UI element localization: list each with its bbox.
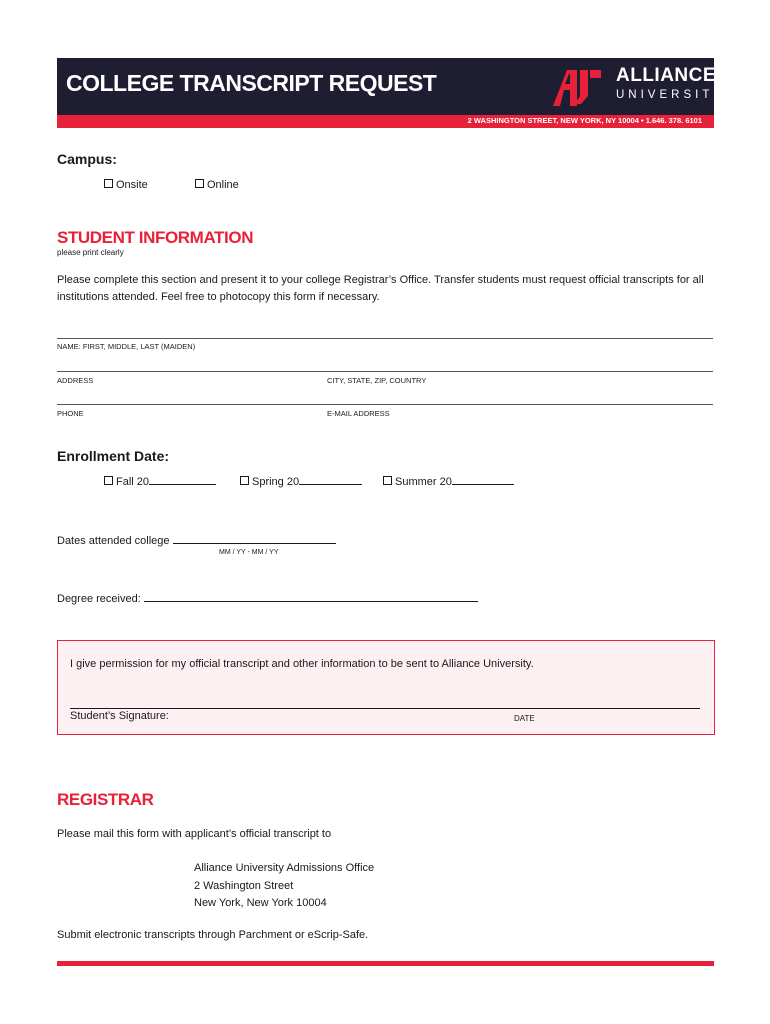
city-field-label: CITY, STATE, ZIP, COUNTRY: [327, 376, 427, 385]
header-banner: [57, 58, 726, 115]
phone-field-line[interactable]: [57, 404, 713, 405]
enrollment-option-label: Summer 20: [395, 476, 452, 488]
dates-attended-hint: MM / YY - MM / YY: [219, 549, 279, 556]
address-line: Alliance University Admissions Office: [194, 862, 375, 874]
alliance-logo-mark-icon: [553, 66, 603, 106]
address-field-label: ADDRESS: [57, 376, 94, 385]
consent-text: I give permission for my official transcript and other information to be sent to Alliance University.: [70, 658, 534, 670]
enrollment-option-label: Spring 20: [252, 476, 300, 488]
footer-bar: [57, 961, 714, 966]
student-info-heading: STUDENT INFORMATION: [57, 228, 254, 247]
address-bar: [57, 115, 714, 128]
enrollment-option-label: Fall 20: [116, 476, 150, 488]
name-field-line[interactable]: [57, 338, 713, 339]
address-field-line[interactable]: [57, 371, 713, 372]
checkbox-icon[interactable]: [104, 476, 113, 485]
signature-label: Student’s Signature:: [70, 710, 169, 722]
year-blank[interactable]: [149, 476, 216, 485]
consent-box: [57, 640, 715, 735]
degree-row: [57, 593, 478, 605]
campus-option-onsite[interactable]: [104, 179, 148, 191]
year-blank[interactable]: [452, 476, 514, 485]
degree-input[interactable]: [144, 593, 478, 602]
contact-address: 2 WASHINGTON STREET, NEW YORK, NY 10004 • 1.646. 378. 6101: [467, 116, 702, 125]
name-field-label: NAME: FIRST, MIDDLE, LAST (MAIDEN): [57, 342, 196, 351]
year-blank[interactable]: [299, 476, 362, 485]
enrollment-option-spring[interactable]: [240, 476, 362, 488]
registrar-intro: Please mail this form with applicant’s official transcript to: [57, 828, 332, 840]
campus-heading: Campus:: [57, 151, 117, 167]
checkbox-icon[interactable]: [383, 476, 392, 485]
logo-subtitle: UNIVERSITY: [616, 89, 726, 101]
electronic-submission-note: Submit electronic transcripts through Parchment or eScrip-Safe.: [57, 929, 369, 941]
signature-line[interactable]: [70, 708, 700, 709]
enrollment-option-fall[interactable]: [104, 476, 216, 488]
student-info-subheading: please print clearly: [57, 248, 124, 257]
campus-option-label: Onsite: [116, 179, 148, 191]
registrar-address: [194, 860, 374, 913]
checkbox-icon[interactable]: [195, 179, 204, 188]
page-title: COLLEGE TRANSCRIPT REQUEST: [66, 70, 437, 96]
date-label: DATE: [514, 714, 535, 723]
campus-option-label: Online: [207, 179, 239, 191]
email-field-label: E-MAIL ADDRESS: [327, 409, 390, 418]
registrar-heading: REGISTRAR: [57, 790, 154, 809]
enrollment-heading: Enrollment Date:: [57, 448, 170, 464]
address-line: New York, New York 10004: [194, 897, 327, 909]
enrollment-option-summer[interactable]: [383, 476, 514, 488]
phone-field-label: PHONE: [57, 409, 84, 418]
dates-attended-row: [57, 535, 336, 547]
logo-name: ALLIANCE: [616, 65, 717, 86]
degree-label: Degree received:: [57, 593, 141, 605]
checkbox-icon[interactable]: [240, 476, 249, 485]
dates-attended-label: Dates attended college: [57, 535, 170, 547]
address-line: 2 Washington Street: [194, 879, 294, 892]
student-info-instructions: Please complete this section and present it to your college Registrar’s Office. Transfer students must request official transcripts for all institutions attended. Feel free to photocopy this form if necessary.: [57, 274, 704, 303]
campus-option-online[interactable]: [195, 179, 239, 191]
dates-attended-input[interactable]: [173, 535, 336, 544]
checkbox-icon[interactable]: [104, 179, 113, 188]
